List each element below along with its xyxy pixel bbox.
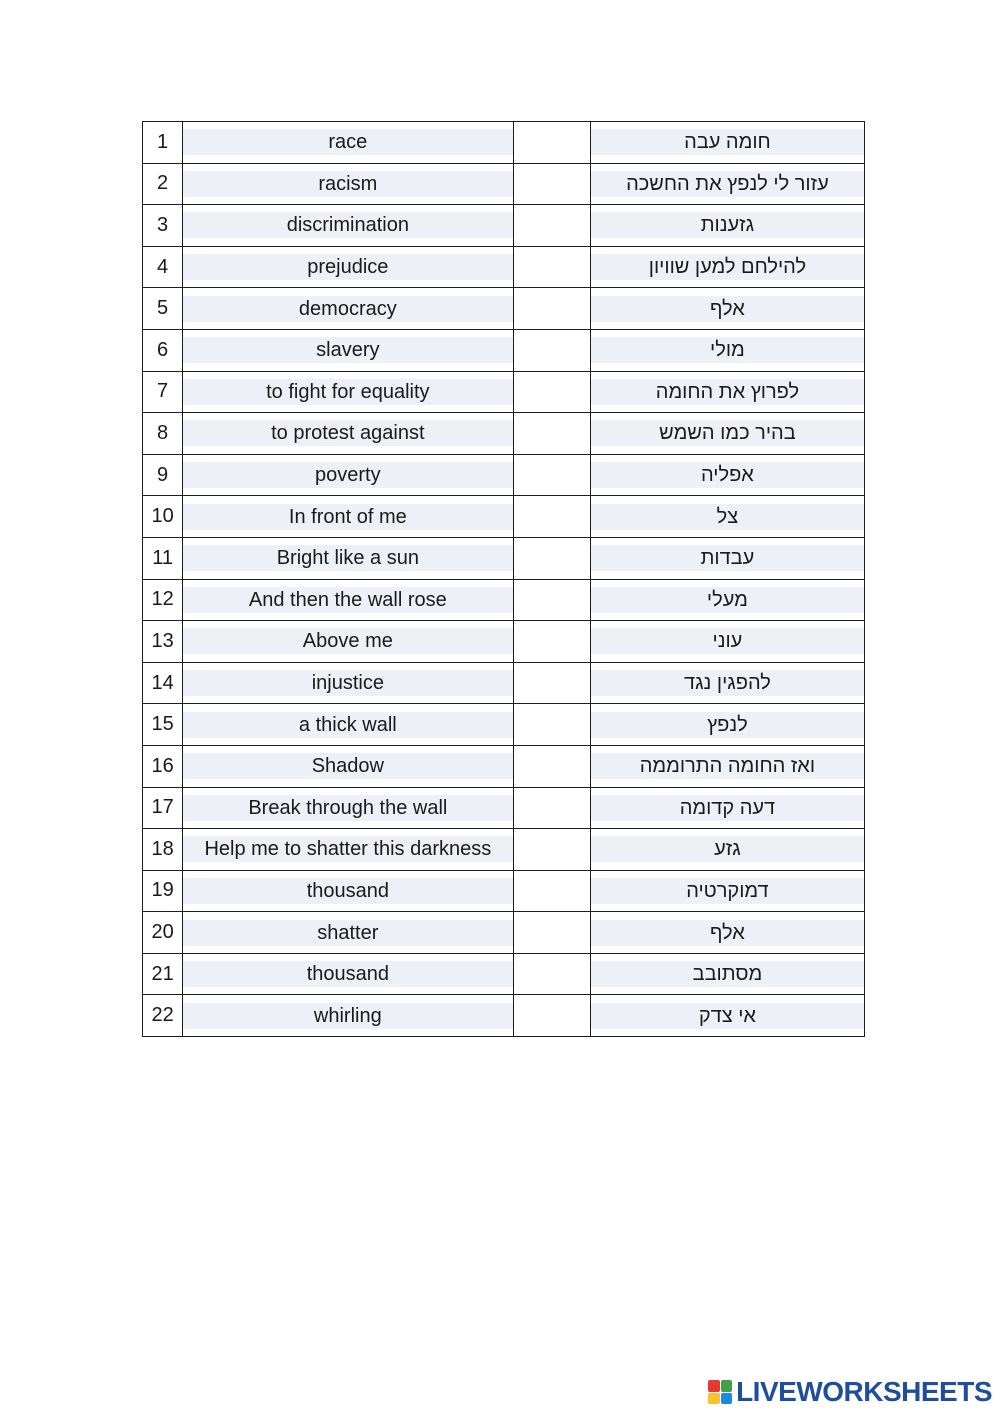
hebrew-term[interactable]: עבדות bbox=[591, 545, 864, 571]
hebrew-term-cell bbox=[590, 745, 864, 787]
answer-cell[interactable] bbox=[513, 329, 590, 371]
english-term-cell bbox=[183, 205, 513, 247]
table-row bbox=[143, 246, 865, 288]
english-term[interactable]: In front of me bbox=[183, 504, 512, 530]
table-row bbox=[143, 912, 865, 954]
answer-cell[interactable] bbox=[513, 704, 590, 746]
english-term-cell bbox=[183, 829, 513, 871]
match-answer-box[interactable] bbox=[514, 164, 590, 205]
row-number: 19 bbox=[143, 870, 183, 912]
logo-square-blue bbox=[721, 1393, 733, 1405]
row-number: 3 bbox=[143, 205, 183, 247]
english-term[interactable]: poverty bbox=[183, 462, 512, 488]
hebrew-term[interactable]: בהיר כמו השמש bbox=[591, 420, 864, 446]
english-term[interactable]: prejudice bbox=[183, 254, 512, 280]
match-answer-box[interactable] bbox=[514, 247, 590, 288]
row-number: 15 bbox=[143, 704, 183, 746]
english-term[interactable]: shatter bbox=[183, 920, 512, 946]
match-answer-box[interactable] bbox=[514, 995, 590, 1036]
table-row bbox=[143, 995, 865, 1037]
english-term-cell bbox=[183, 912, 513, 954]
answer-cell[interactable] bbox=[513, 745, 590, 787]
english-term-cell bbox=[183, 662, 513, 704]
match-answer-box[interactable] bbox=[514, 954, 590, 995]
hebrew-term[interactable]: להפגין נגד bbox=[591, 670, 864, 696]
match-answer-box[interactable] bbox=[514, 621, 590, 662]
table-row bbox=[143, 953, 865, 995]
answer-cell[interactable] bbox=[513, 995, 590, 1037]
match-answer-box[interactable] bbox=[514, 580, 590, 621]
hebrew-term-cell bbox=[590, 371, 864, 413]
row-number: 12 bbox=[143, 579, 183, 621]
match-answer-box[interactable] bbox=[514, 538, 590, 579]
english-term[interactable]: race bbox=[183, 129, 512, 155]
english-term-cell bbox=[183, 371, 513, 413]
row-number: 9 bbox=[143, 454, 183, 496]
row-number: 1 bbox=[143, 122, 183, 164]
answer-cell[interactable] bbox=[513, 288, 590, 330]
hebrew-term[interactable]: חומה עבה bbox=[591, 129, 864, 155]
match-answer-box[interactable] bbox=[514, 496, 590, 537]
english-term-cell bbox=[183, 537, 513, 579]
answer-cell[interactable] bbox=[513, 621, 590, 663]
hebrew-term-cell bbox=[590, 246, 864, 288]
answer-cell[interactable] bbox=[513, 537, 590, 579]
answer-cell[interactable] bbox=[513, 205, 590, 247]
answer-cell[interactable] bbox=[513, 246, 590, 288]
vocabulary-match-table bbox=[142, 121, 865, 1037]
english-term[interactable]: Help me to shatter this darkness bbox=[183, 836, 512, 862]
table-row bbox=[143, 621, 865, 663]
table-row bbox=[143, 205, 865, 247]
row-number: 22 bbox=[143, 995, 183, 1037]
logo-square-green bbox=[721, 1380, 733, 1392]
answer-cell[interactable] bbox=[513, 496, 590, 538]
hebrew-term-cell bbox=[590, 288, 864, 330]
english-term-cell bbox=[183, 621, 513, 663]
english-term-cell bbox=[183, 246, 513, 288]
english-term[interactable]: racism bbox=[183, 171, 512, 197]
english-term[interactable]: to protest against bbox=[183, 420, 512, 446]
hebrew-term-cell bbox=[590, 662, 864, 704]
hebrew-term-cell bbox=[590, 953, 864, 995]
hebrew-term-cell bbox=[590, 704, 864, 746]
row-number: 14 bbox=[143, 662, 183, 704]
hebrew-term[interactable]: אפליה bbox=[591, 462, 864, 488]
english-term[interactable]: whirling bbox=[183, 1003, 512, 1029]
english-term-cell bbox=[183, 579, 513, 621]
hebrew-term-cell bbox=[590, 912, 864, 954]
hebrew-term[interactable]: דמוקרטיה bbox=[591, 878, 864, 904]
table-row bbox=[143, 745, 865, 787]
english-term[interactable]: thousand bbox=[183, 961, 512, 987]
answer-cell[interactable] bbox=[513, 413, 590, 455]
english-term[interactable]: Shadow bbox=[183, 753, 512, 779]
english-term-cell bbox=[183, 329, 513, 371]
hebrew-term-cell bbox=[590, 329, 864, 371]
liveworksheets-logo-text: LIVEWORKSHEETS bbox=[736, 1376, 992, 1407]
table-row bbox=[143, 288, 865, 330]
row-number: 5 bbox=[143, 288, 183, 330]
answer-cell[interactable] bbox=[513, 829, 590, 871]
liveworksheets-logo[interactable] bbox=[708, 1377, 992, 1407]
answer-cell[interactable] bbox=[513, 122, 590, 164]
match-answer-box[interactable] bbox=[514, 288, 590, 329]
hebrew-term[interactable]: מעלי bbox=[591, 587, 864, 613]
match-answer-box[interactable] bbox=[514, 912, 590, 953]
english-term-cell bbox=[183, 787, 513, 829]
table-body bbox=[143, 122, 865, 1037]
logo-square-yellow bbox=[708, 1393, 720, 1405]
english-term-cell bbox=[183, 953, 513, 995]
answer-cell[interactable] bbox=[513, 662, 590, 704]
english-term-cell bbox=[183, 454, 513, 496]
table-row bbox=[143, 413, 865, 455]
answer-cell[interactable] bbox=[513, 579, 590, 621]
match-answer-box[interactable] bbox=[514, 205, 590, 246]
hebrew-term-cell bbox=[590, 537, 864, 579]
answer-cell[interactable] bbox=[513, 371, 590, 413]
row-number: 4 bbox=[143, 246, 183, 288]
english-term-cell bbox=[183, 496, 513, 538]
english-term[interactable]: a thick wall bbox=[183, 712, 512, 738]
hebrew-term-cell bbox=[590, 413, 864, 455]
table-row bbox=[143, 870, 865, 912]
table-row bbox=[143, 537, 865, 579]
row-number: 2 bbox=[143, 163, 183, 205]
match-answer-box[interactable] bbox=[514, 746, 590, 787]
answer-cell[interactable] bbox=[513, 454, 590, 496]
answer-cell[interactable] bbox=[513, 870, 590, 912]
english-term-cell bbox=[183, 704, 513, 746]
english-term-cell bbox=[183, 995, 513, 1037]
table-row bbox=[143, 496, 865, 538]
hebrew-term[interactable]: גזענות bbox=[591, 212, 864, 238]
match-answer-box[interactable] bbox=[514, 122, 590, 163]
match-answer-box[interactable] bbox=[514, 871, 590, 912]
hebrew-term-cell bbox=[590, 829, 864, 871]
hebrew-term-cell bbox=[590, 122, 864, 164]
match-answer-box[interactable] bbox=[514, 413, 590, 454]
hebrew-term[interactable]: דעה קדומה bbox=[591, 795, 864, 821]
row-number: 21 bbox=[143, 953, 183, 995]
hebrew-term[interactable]: עזור לי לנפץ את החשכה bbox=[591, 171, 864, 197]
hebrew-term-cell bbox=[590, 496, 864, 538]
english-term-cell bbox=[183, 288, 513, 330]
english-term-cell bbox=[183, 122, 513, 164]
row-number: 18 bbox=[143, 829, 183, 871]
hebrew-term[interactable]: מולי bbox=[591, 337, 864, 363]
english-term[interactable]: democracy bbox=[183, 296, 512, 322]
english-term[interactable]: Bright like a sun bbox=[183, 545, 512, 571]
hebrew-term[interactable]: עוני bbox=[591, 628, 864, 654]
english-term-cell bbox=[183, 413, 513, 455]
hebrew-term[interactable]: אלף bbox=[591, 920, 864, 946]
row-number: 11 bbox=[143, 537, 183, 579]
hebrew-term[interactable]: מסתובב bbox=[591, 961, 864, 987]
hebrew-term-cell bbox=[590, 870, 864, 912]
english-term[interactable]: Above me bbox=[183, 628, 512, 654]
row-number: 10 bbox=[143, 496, 183, 538]
english-term[interactable]: And then the wall rose bbox=[183, 587, 512, 613]
hebrew-term-cell bbox=[590, 579, 864, 621]
liveworksheets-icon bbox=[708, 1380, 732, 1404]
hebrew-term[interactable]: ואז החומה התרוממה bbox=[591, 753, 864, 779]
hebrew-term[interactable]: לנפץ bbox=[591, 712, 864, 738]
english-term[interactable]: injustice bbox=[183, 670, 512, 696]
hebrew-term[interactable]: לפרוץ את החומה bbox=[591, 379, 864, 405]
hebrew-term-cell bbox=[590, 621, 864, 663]
english-term[interactable]: slavery bbox=[183, 337, 512, 363]
english-term[interactable]: thousand bbox=[183, 878, 512, 904]
table-row bbox=[143, 704, 865, 746]
match-answer-box[interactable] bbox=[514, 372, 590, 413]
table-row bbox=[143, 579, 865, 621]
english-term[interactable]: discrimination bbox=[183, 212, 512, 238]
hebrew-term-cell bbox=[590, 787, 864, 829]
hebrew-term-cell bbox=[590, 995, 864, 1037]
answer-cell[interactable] bbox=[513, 912, 590, 954]
row-number: 6 bbox=[143, 329, 183, 371]
english-term[interactable]: Break through the wall bbox=[183, 795, 512, 821]
table-row bbox=[143, 122, 865, 164]
table-row bbox=[143, 787, 865, 829]
row-number: 8 bbox=[143, 413, 183, 455]
hebrew-term-cell bbox=[590, 454, 864, 496]
answer-cell[interactable] bbox=[513, 787, 590, 829]
hebrew-term[interactable]: להילחם למען שוויון bbox=[591, 254, 864, 280]
row-number: 17 bbox=[143, 787, 183, 829]
answer-cell[interactable] bbox=[513, 163, 590, 205]
hebrew-term-cell bbox=[590, 205, 864, 247]
match-answer-box[interactable] bbox=[514, 663, 590, 704]
english-term-cell bbox=[183, 745, 513, 787]
hebrew-term[interactable]: צל bbox=[591, 504, 864, 530]
english-term[interactable]: to fight for equality bbox=[183, 379, 512, 405]
table-row bbox=[143, 371, 865, 413]
match-answer-box[interactable] bbox=[514, 330, 590, 371]
match-answer-box[interactable] bbox=[514, 829, 590, 870]
table-row bbox=[143, 454, 865, 496]
row-number: 7 bbox=[143, 371, 183, 413]
row-number: 13 bbox=[143, 621, 183, 663]
english-term-cell bbox=[183, 163, 513, 205]
hebrew-term[interactable]: אי צדק bbox=[591, 1003, 864, 1029]
answer-cell[interactable] bbox=[513, 953, 590, 995]
hebrew-term-cell bbox=[590, 163, 864, 205]
row-number: 16 bbox=[143, 745, 183, 787]
match-answer-box[interactable] bbox=[514, 704, 590, 745]
row-number: 20 bbox=[143, 912, 183, 954]
match-answer-box[interactable] bbox=[514, 455, 590, 496]
hebrew-term[interactable]: אלף bbox=[591, 296, 864, 322]
table-row bbox=[143, 662, 865, 704]
table-row bbox=[143, 329, 865, 371]
match-answer-box[interactable] bbox=[514, 788, 590, 829]
logo-square-red bbox=[708, 1380, 720, 1392]
table-row bbox=[143, 163, 865, 205]
english-term-cell bbox=[183, 870, 513, 912]
hebrew-term[interactable]: גזע bbox=[591, 836, 864, 862]
table-row bbox=[143, 829, 865, 871]
